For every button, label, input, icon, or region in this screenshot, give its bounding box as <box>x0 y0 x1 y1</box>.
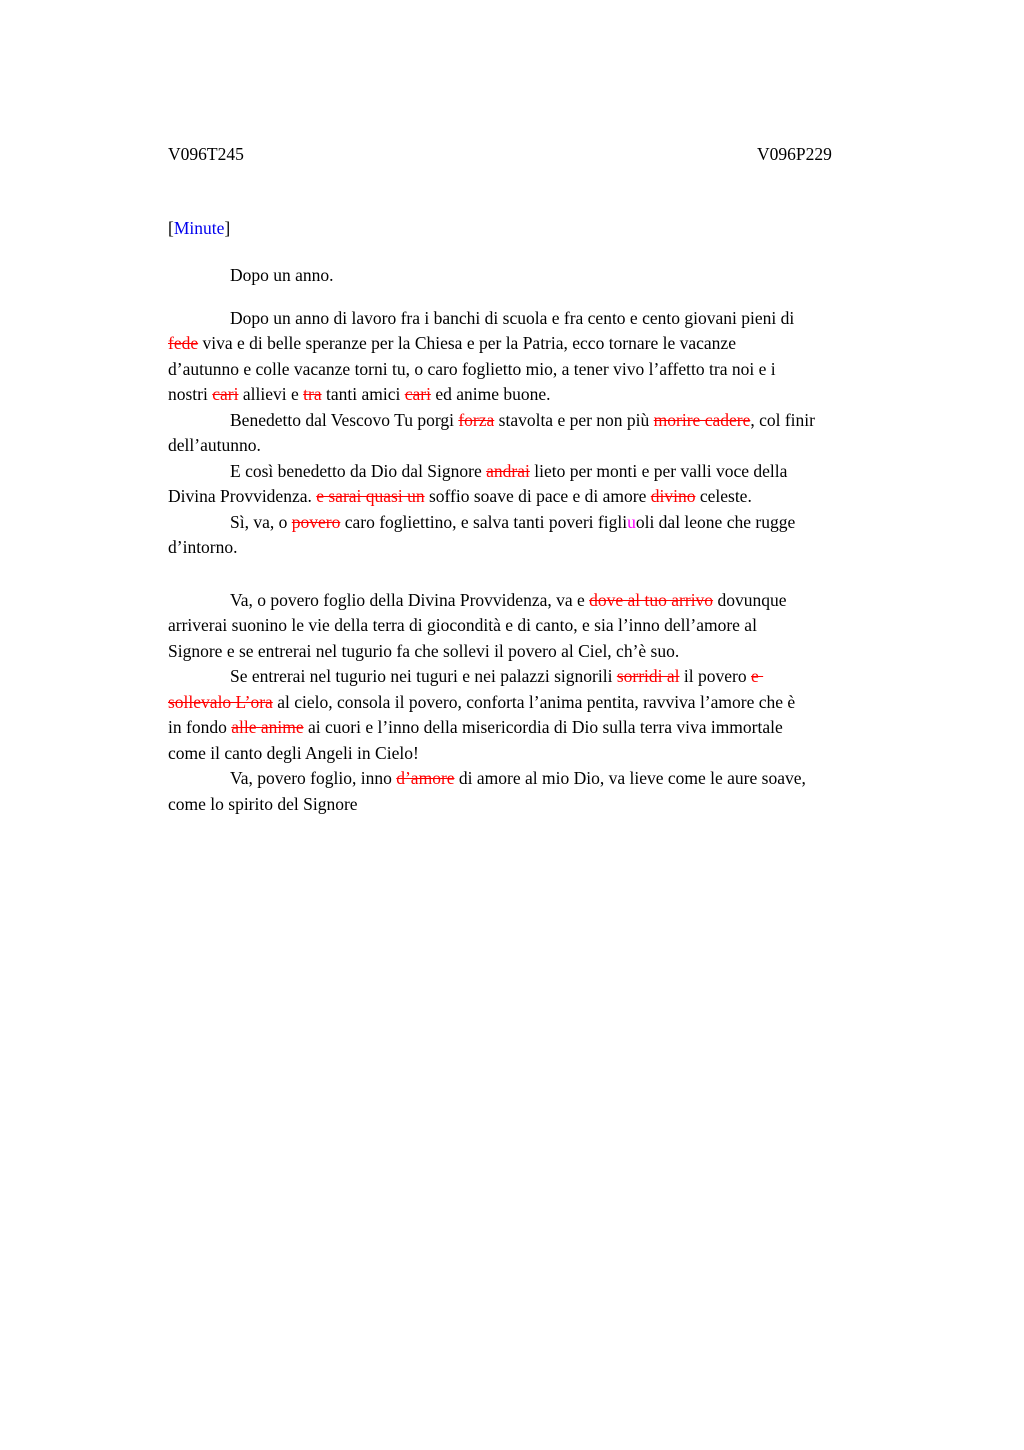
text-run: Va, povero foglio, inno <box>230 768 397 788</box>
text-run: celeste. <box>695 486 752 506</box>
text-run: lieto per monti e per valli voce della <box>529 460 788 481</box>
text-run: arriverai suonino le vie della terra di giocondità e di canto, e sia l’inno dell’amore al <box>168 615 757 635</box>
deleted-text: cari <box>212 384 239 404</box>
deleted-text: morire cadere <box>653 409 751 430</box>
deleted-text: alle anime <box>231 717 304 737</box>
doc-code-right: V096P229 <box>757 144 832 164</box>
text-run: allievi e <box>238 384 304 404</box>
text-line <box>168 433 926 459</box>
text-run: viva e di belle speranze per la Chiesa e per la Patria, ecco tornare le vacanze <box>198 333 736 353</box>
text-run: dell’autunno. <box>168 435 261 455</box>
text-run: soffio soave di pace e di amore <box>424 486 651 506</box>
deleted-text: fede <box>168 333 199 353</box>
paragraph <box>168 510 926 561</box>
deleted-text: povero <box>291 511 341 532</box>
deleted-text: forza <box>458 409 495 430</box>
deleted-text: e sarai quasi un <box>316 486 425 506</box>
text-run: caro fogliettino, e salva tanti poveri figli <box>340 511 628 532</box>
text-line <box>168 588 926 614</box>
text-run: Benedetto dal Vescovo Tu porgi <box>230 409 459 430</box>
text-line <box>168 664 926 690</box>
text-run: tanti amici <box>321 384 405 404</box>
text-run: Se entrerai nel tugurio nei tuguri e nei palazzi signorili <box>230 666 617 686</box>
text-run: Divina Provvidenza. <box>168 486 317 506</box>
deleted-text: d’amore <box>396 768 455 788</box>
paragraph <box>168 766 926 817</box>
annotation-open-bracket: [ <box>168 217 174 238</box>
deleted-text: andrai <box>486 460 530 481</box>
text-run: Dopo un anno. <box>230 265 334 285</box>
text-line <box>168 263 926 289</box>
deleted-text: tra <box>303 384 322 404</box>
text-run: , col finir <box>750 409 815 430</box>
paragraph <box>168 664 926 766</box>
text-run: ai cuori e l’inno della misericordia di Dio sulla terra viva immortale <box>303 717 783 737</box>
text-run: di amore al mio Dio, va lieve come le aure soave, <box>454 768 806 788</box>
text-line <box>168 639 926 665</box>
text-run: come lo spirito del Signore <box>168 793 358 814</box>
text-run: dovunque <box>713 589 787 610</box>
text-run: d’intorno. <box>168 537 238 557</box>
text-line <box>168 408 926 434</box>
text-line <box>168 741 926 767</box>
deleted-text: sorridi al <box>616 666 680 686</box>
doc-code-left: V096T245 <box>168 144 244 164</box>
text-line <box>168 535 926 561</box>
text-line <box>168 613 926 639</box>
text-line <box>168 715 926 741</box>
text-run: Va, o povero foglio della Divina Provvidenza, va e <box>230 589 590 610</box>
deleted-text: dove al tuo arrivo <box>589 589 714 610</box>
text-run: nostri <box>168 384 213 404</box>
text-run: E così benedetto da Dio dal Signore <box>230 460 487 481</box>
text-run: come il canto degli Angeli in Cielo! <box>168 742 419 763</box>
text-run: Dopo un anno di lavoro fra i banchi di scuola e fra cento e cento giovani pieni di <box>230 307 795 328</box>
text-line <box>168 792 926 818</box>
text-run: Signore e se entrerai nel tugurio fa che sollevi il povero al Ciel, ch’è suo. <box>168 640 680 661</box>
text-run: d’autunno e colle vacanze torni tu, o caro foglietto mio, a tener vivo l’affetto tra noi e i <box>168 358 776 379</box>
text-line <box>168 510 926 536</box>
deleted-text: sollevalo L’ora <box>168 691 273 712</box>
text-line <box>168 459 926 485</box>
text-line <box>168 690 926 716</box>
text-line <box>168 382 926 408</box>
text-run: al cielo, consola il povero, conforta l’anima pentita, ravviva l’amore che è <box>272 691 796 712</box>
text-run: Sì, va, o <box>230 511 292 532</box>
minute-link[interactable]: Minute <box>173 217 225 238</box>
text-run: oli dal leone che rugge <box>635 511 796 532</box>
deleted-text: cari <box>404 384 431 404</box>
text-line <box>168 306 926 332</box>
text-line <box>168 357 926 383</box>
deleted-text: divino <box>650 486 696 506</box>
paragraph <box>168 306 926 408</box>
page-header <box>168 142 926 168</box>
paragraph <box>168 459 926 510</box>
text-line <box>168 766 926 792</box>
text-run: in fondo <box>168 717 232 737</box>
text-run: il povero <box>679 666 751 686</box>
deleted-text: e <box>750 666 764 686</box>
inserted-text: u <box>627 511 636 532</box>
paragraph <box>168 263 926 289</box>
minute-annotation <box>168 216 926 242</box>
paragraph <box>168 588 926 665</box>
text-run: stavolta e per non più <box>494 409 654 430</box>
text-line <box>168 331 926 357</box>
text-line <box>168 484 926 510</box>
paragraph <box>168 408 926 459</box>
document-body <box>168 263 926 817</box>
annotation-close-bracket: ] <box>224 217 231 238</box>
text-run: ed anime buone. <box>430 384 551 404</box>
